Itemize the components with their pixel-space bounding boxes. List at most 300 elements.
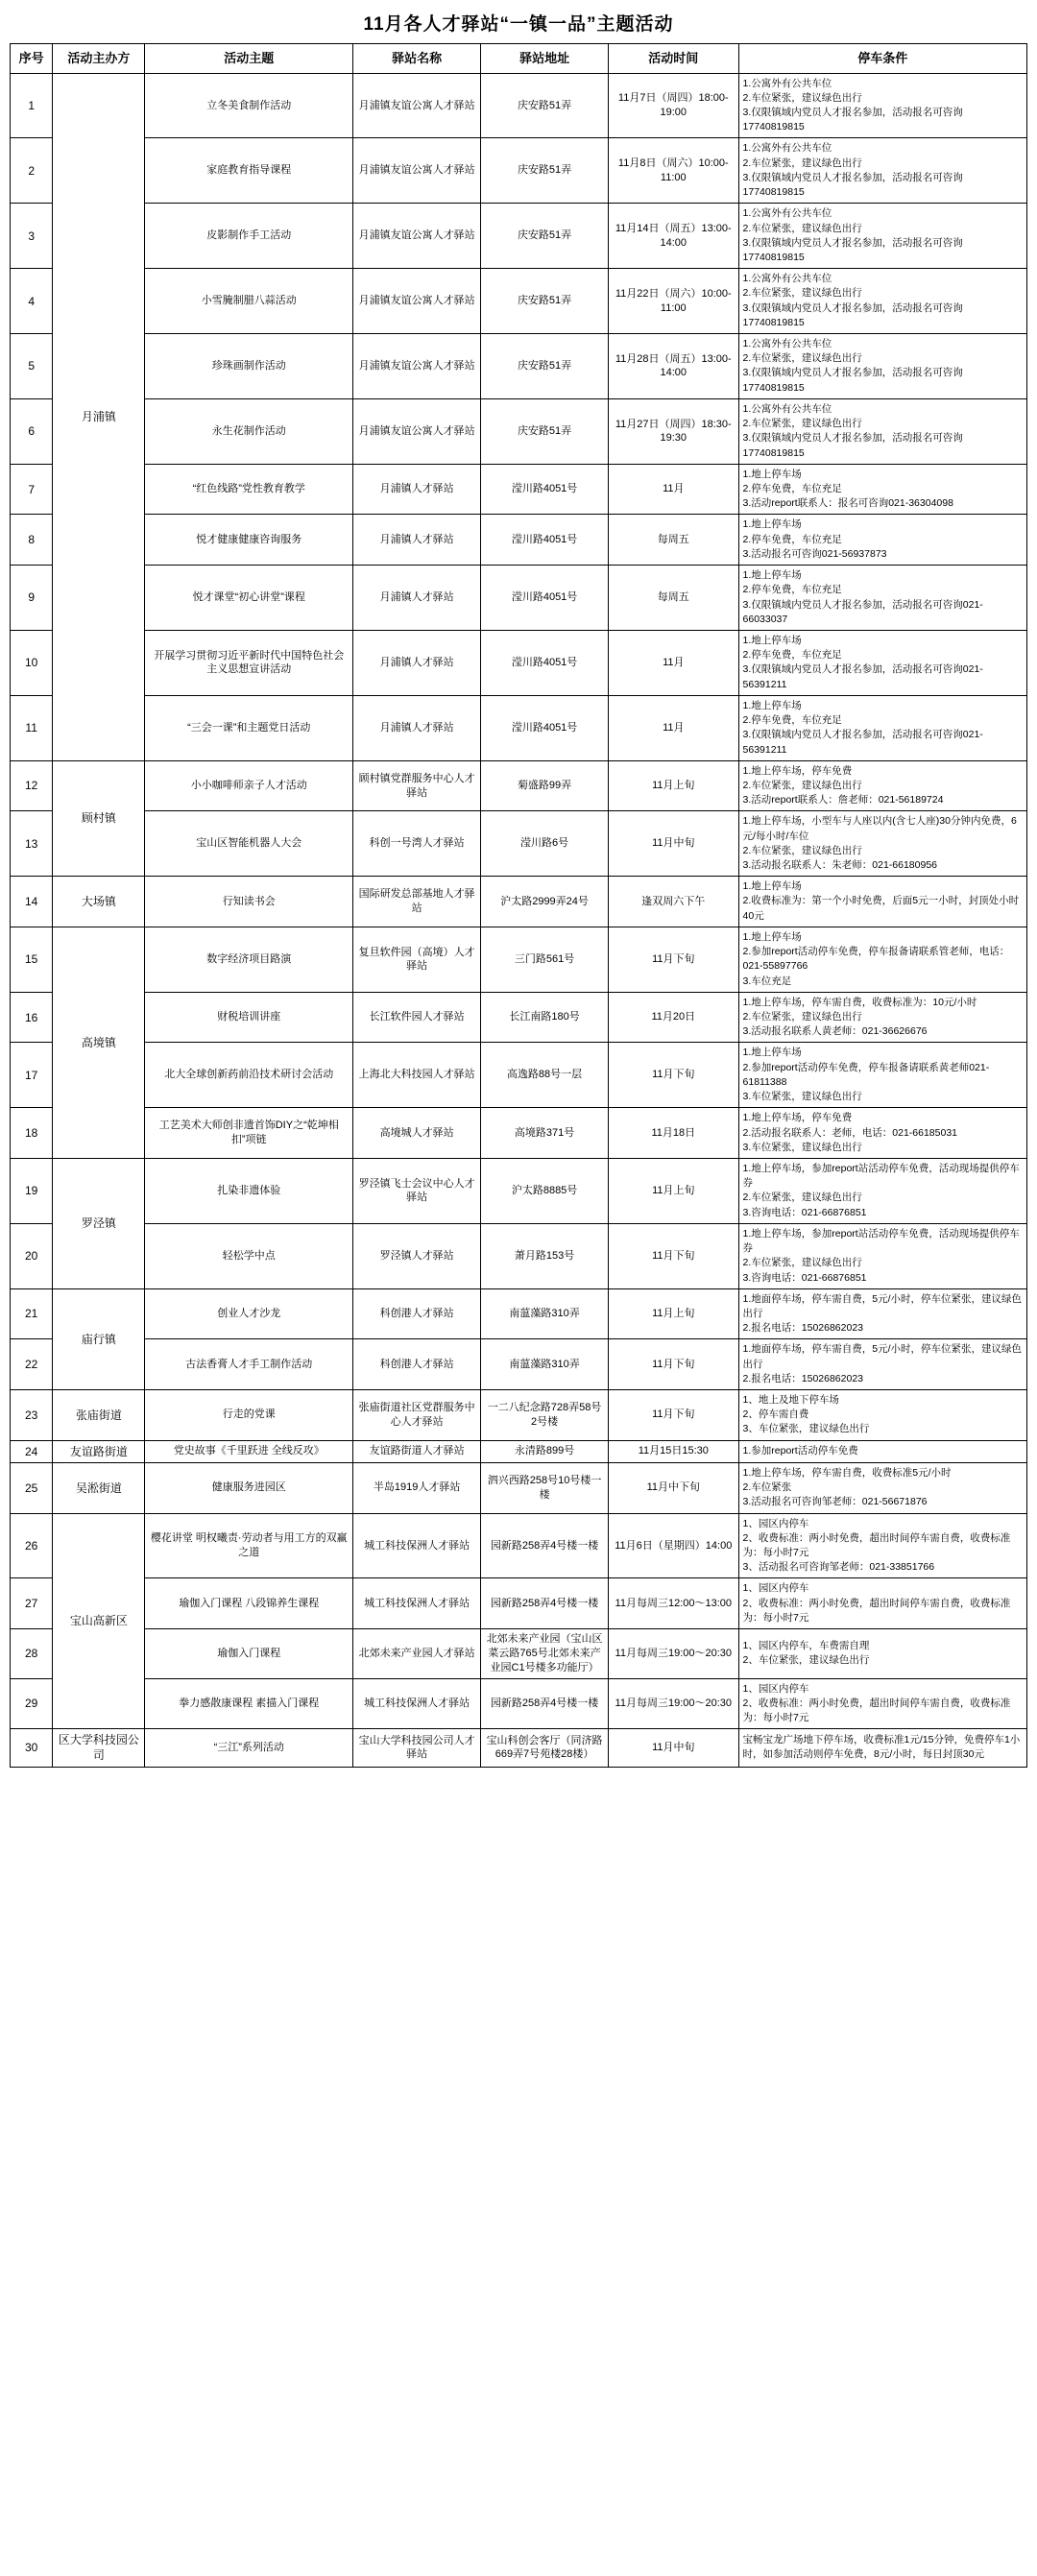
parking-line: 1、园区内停车 xyxy=(742,1517,809,1529)
cell-topic: “三江”系列活动 xyxy=(145,1729,353,1767)
parking-line: 2.车位紧张，建议绿色出行 xyxy=(742,287,862,300)
cell-time: 11月中旬 xyxy=(609,811,738,877)
parking-line: 3.咨询电话：021-66876851 xyxy=(742,1271,867,1284)
parking-line: 3.活动报名联系人黄老师：021-36626676 xyxy=(742,1025,928,1038)
table-header xyxy=(11,44,1027,74)
cell-topic: 行走的党课 xyxy=(145,1390,353,1441)
cell-station-name: 友谊路街道人才驿站 xyxy=(353,1440,481,1462)
cell-station-name: 月浦镇人才驿站 xyxy=(353,695,481,760)
cell-station-name: 长江软件园人才驿站 xyxy=(353,992,481,1043)
cell-topic: 开展学习贯彻习近平新时代中国特色社会主义思想宣讲活动 xyxy=(145,630,353,695)
cell-index: 9 xyxy=(11,566,53,631)
cell-parking xyxy=(738,204,1026,269)
parking-line: 2.车位紧张，建议绿色出行 xyxy=(742,844,862,856)
cell-time: 11月每周三19:00～20:30 xyxy=(609,1629,738,1679)
cell-topic: 轻松学中点 xyxy=(145,1223,353,1288)
parking-line: 1.参加report活动停车免费 xyxy=(742,1445,858,1457)
table-row xyxy=(11,566,1027,631)
parking-line: 2.车位紧张，建议绿色出行 xyxy=(742,1011,862,1023)
cell-parking xyxy=(738,695,1026,760)
parking-line: 1.地上停车场 xyxy=(742,930,802,943)
cell-parking xyxy=(738,269,1026,334)
table-row xyxy=(11,269,1027,334)
cell-topic: 创业人才沙龙 xyxy=(145,1288,353,1339)
parking-line: 2.车位紧张，建议绿色出行 xyxy=(742,418,862,430)
parking-line: 3.活动报名可咨询邹老师：021-56671876 xyxy=(742,1496,928,1508)
cell-topic: 行知读书会 xyxy=(145,877,353,927)
cell-station-address: 永清路899号 xyxy=(481,1440,609,1462)
cell-station-name: 月浦镇友谊公寓人才驿站 xyxy=(353,269,481,334)
cell-time: 11月 xyxy=(609,630,738,695)
parking-line: 2、收费标准：两小时免费，超出时间停车需自费，收费标准为：每小时7元 xyxy=(742,1597,1011,1624)
parking-line: 3.仅限镇域内党员人才报名参加，活动报名可咨询17740819815 xyxy=(742,171,963,199)
parking-line: 1、园区内停车 xyxy=(742,1582,809,1595)
parking-line: 宝畅宝龙广场地下停车场，收费标准1元/15分钟，免费停车1小时，如参加活动则停车免费，8元/小时，每日封顶30元 xyxy=(742,1734,1021,1761)
cell-parking xyxy=(738,1390,1026,1441)
cell-station-address: 长江南路180号 xyxy=(481,992,609,1043)
cell-index: 5 xyxy=(11,334,53,399)
col-station-address: 驿站地址 xyxy=(481,44,609,74)
table-row xyxy=(11,811,1027,877)
parking-line: 3.车位充足 xyxy=(742,975,792,987)
col-time: 活动时间 xyxy=(609,44,738,74)
cell-station-address: 滢川路6号 xyxy=(481,811,609,877)
parking-line: 2、收费标准：两小时免费，超出时间停车需自费，收费标准为：每小时7元 xyxy=(742,1531,1011,1558)
cell-parking xyxy=(738,760,1026,811)
parking-line: 1.地上停车场 xyxy=(742,569,802,582)
cell-organizer: 区大学科技园公司 xyxy=(53,1729,145,1767)
cell-station-address: 南蕰藻路310弄 xyxy=(481,1339,609,1390)
table-row xyxy=(11,73,1027,138)
parking-line: 2.报名电话：15026862023 xyxy=(742,1372,864,1384)
parking-line: 1.地上停车场，停车免费 xyxy=(742,1112,853,1124)
parking-line: 3.仅限镇域内党员人才报名参加，活动报名可咨询021-56391211 xyxy=(742,729,983,756)
cell-index: 27 xyxy=(11,1578,53,1629)
cell-index: 14 xyxy=(11,877,53,927)
table-header-row xyxy=(11,44,1027,74)
table-row xyxy=(11,464,1027,515)
cell-station-address: 滢川路4051号 xyxy=(481,515,609,566)
parking-line: 2.参加report活动停车免费，停车报备请联系管老师，电话：021-55897766 xyxy=(742,946,1010,973)
table-row xyxy=(11,1108,1027,1159)
cell-index: 1 xyxy=(11,73,53,138)
cell-station-name: 北郊未来产业园人才驿站 xyxy=(353,1629,481,1679)
cell-topic: 宝山区智能机器人大会 xyxy=(145,811,353,877)
cell-topic: 悦才课堂“初心讲堂”课程 xyxy=(145,566,353,631)
cell-time: 11月下旬 xyxy=(609,1043,738,1108)
parking-line: 3.咨询电话：021-66876851 xyxy=(742,1206,867,1218)
parking-line: 1.地上停车场 xyxy=(742,880,802,893)
parking-line: 1.公寓外有公共车位 xyxy=(742,207,832,220)
cell-station-name: 月浦镇友谊公寓人才驿站 xyxy=(353,398,481,464)
cell-parking xyxy=(738,992,1026,1043)
parking-line: 2.报名电话：15026862023 xyxy=(742,1322,864,1335)
parking-line: 2.收费标准为：第一个小时免费，后面5元一小时，封顶处小时40元 xyxy=(742,895,1020,922)
table-row xyxy=(11,1288,1027,1339)
parking-line: 2.车位紧张，建议绿色出行 xyxy=(742,779,862,791)
parking-line: 2.车位紧张，建议绿色出行 xyxy=(742,91,862,104)
page-title: 11月各人才驿站“一镇一品”主题活动 xyxy=(363,14,674,35)
cell-station-address: 滢川路4051号 xyxy=(481,566,609,631)
parking-line: 3.仅限镇域内党员人才报名参加，活动报名可咨询17740819815 xyxy=(742,301,963,328)
parking-line: 2.车位紧张，建议绿色出行 xyxy=(742,222,862,234)
parking-line: 1.公寓外有公共车位 xyxy=(742,338,832,350)
cell-station-address: 北郊未来产业园（宝山区菜云路765号北郊未来产业园C1号楼多功能厅） xyxy=(481,1629,609,1679)
cell-time: 11月下旬 xyxy=(609,1390,738,1441)
parking-line: 1、园区内停车 xyxy=(742,1682,809,1695)
parking-line: 2.车位紧张，建议绿色出行 xyxy=(742,352,862,365)
cell-parking xyxy=(738,73,1026,138)
cell-index: 25 xyxy=(11,1462,53,1513)
cell-topic: “红色线路”党性教育教学 xyxy=(145,464,353,515)
table-row xyxy=(11,1513,1027,1578)
cell-time: 11月6日（星期四）14:00 xyxy=(609,1513,738,1578)
cell-index: 24 xyxy=(11,1440,53,1462)
parking-line: 1.地上停车场 xyxy=(742,518,802,531)
cell-topic: 小小咖啡师亲子人才活动 xyxy=(145,760,353,811)
col-organizer: 活动主办方 xyxy=(53,44,145,74)
cell-index: 21 xyxy=(11,1288,53,1339)
table-row xyxy=(11,877,1027,927)
parking-line: 2.停车免费，车位充足 xyxy=(742,714,842,727)
parking-line: 1.地上停车场 xyxy=(742,1047,802,1059)
parking-line: 1.地上停车场，停车需自费，收费标准5元/小时 xyxy=(742,1466,952,1479)
cell-index: 3 xyxy=(11,204,53,269)
parking-line: 1.地上停车场，参加report站活动停车免费，活动现场提供停车券 xyxy=(742,1162,1020,1190)
cell-index: 13 xyxy=(11,811,53,877)
cell-station-address: 滢川路4051号 xyxy=(481,630,609,695)
cell-time: 11月14日（周五）13:00-14:00 xyxy=(609,204,738,269)
cell-topic: 财税培训讲座 xyxy=(145,992,353,1043)
cell-organizer: 罗泾镇 xyxy=(53,1158,145,1288)
cell-parking xyxy=(738,1108,1026,1159)
cell-station-name: 半岛1919人才驿站 xyxy=(353,1462,481,1513)
cell-station-address: 滢川路4051号 xyxy=(481,695,609,760)
cell-topic: 悦才健康健康咨询服务 xyxy=(145,515,353,566)
cell-index: 4 xyxy=(11,269,53,334)
cell-index: 2 xyxy=(11,138,53,204)
parking-line: 3.仅限镇域内党员人才报名参加，活动报名可咨询17740819815 xyxy=(742,432,963,459)
cell-time: 11月20日 xyxy=(609,992,738,1043)
parking-line: 1、园区内停车，车费需自理 xyxy=(742,1640,870,1652)
cell-topic: 古法香膏人才手工制作活动 xyxy=(145,1339,353,1390)
table-row xyxy=(11,138,1027,204)
cell-organizer: 月浦镇 xyxy=(53,73,145,760)
cell-station-name: 高境城人才驿站 xyxy=(353,1108,481,1159)
parking-line: 2.车位紧张，建议绿色出行 xyxy=(742,156,862,169)
cell-parking xyxy=(738,464,1026,515)
cell-station-name: 月浦镇友谊公寓人才驿站 xyxy=(353,73,481,138)
cell-station-name: 月浦镇友谊公寓人才驿站 xyxy=(353,138,481,204)
cell-topic: 扎染非遗体验 xyxy=(145,1158,353,1223)
table-body xyxy=(11,73,1027,1767)
cell-index: 23 xyxy=(11,1390,53,1441)
cell-station-name: 张庙街道社区党群服务中心人才驿站 xyxy=(353,1390,481,1441)
cell-time: 11月18日 xyxy=(609,1108,738,1159)
cell-topic: 瑜伽入门课程 八段锦养生课程 xyxy=(145,1578,353,1629)
parking-line: 2.车位紧张，建议绿色出行 xyxy=(742,1192,862,1204)
cell-station-address: 庆安路51弄 xyxy=(481,269,609,334)
cell-index: 17 xyxy=(11,1043,53,1108)
cell-parking xyxy=(738,1158,1026,1223)
cell-parking xyxy=(738,1339,1026,1390)
cell-parking xyxy=(738,566,1026,631)
cell-index: 18 xyxy=(11,1108,53,1159)
cell-time: 11月每周三12:00～13:00 xyxy=(609,1578,738,1629)
cell-station-name: 国际研发总部基地人才驿站 xyxy=(353,877,481,927)
cell-parking xyxy=(738,515,1026,566)
cell-topic: 健康服务进园区 xyxy=(145,1462,353,1513)
cell-station-name: 上海北大科技园人才驿站 xyxy=(353,1043,481,1108)
cell-organizer: 高境镇 xyxy=(53,927,145,1158)
table-row xyxy=(11,927,1027,992)
table-row xyxy=(11,1678,1027,1729)
cell-time: 11月下旬 xyxy=(609,1223,738,1288)
parking-line: 1.公寓外有公共车位 xyxy=(742,273,832,285)
cell-station-name: 复旦软件园（高境）人才驿站 xyxy=(353,927,481,992)
cell-parking xyxy=(738,1513,1026,1578)
cell-organizer: 吴淞街道 xyxy=(53,1462,145,1513)
cell-parking xyxy=(738,1729,1026,1767)
cell-index: 11 xyxy=(11,695,53,760)
cell-topic: 樱花讲堂 明权曦责·劳动者与用工方的双赢之道 xyxy=(145,1513,353,1578)
parking-line: 1.公寓外有公共车位 xyxy=(742,402,832,415)
cell-station-name: 月浦镇友谊公寓人才驿站 xyxy=(353,334,481,399)
cell-time: 每周五 xyxy=(609,515,738,566)
cell-index: 30 xyxy=(11,1729,53,1767)
cell-station-address: 庆安路51弄 xyxy=(481,73,609,138)
parking-line: 2.车位紧张，建议绿色出行 xyxy=(742,1257,862,1269)
parking-line: 1.地上停车场，参加report站活动停车免费，活动现场提供停车券 xyxy=(742,1227,1020,1255)
cell-index: 10 xyxy=(11,630,53,695)
cell-parking xyxy=(738,1678,1026,1729)
cell-topic: 工艺美术大师创非遗首饰DIY之“乾坤相扣”项链 xyxy=(145,1108,353,1159)
cell-topic: 皮影制作手工活动 xyxy=(145,204,353,269)
cell-time: 11月28日（周五）13:00-14:00 xyxy=(609,334,738,399)
parking-line: 3.仅限镇域内党员人才报名参加，活动报名可咨询17740819815 xyxy=(742,367,963,394)
cell-topic: “三会一课”和主题党日活动 xyxy=(145,695,353,760)
table-row xyxy=(11,760,1027,811)
parking-line: 3.仅限镇域内党员人才报名参加，活动报名可咨询17740819815 xyxy=(742,106,963,133)
cell-index: 16 xyxy=(11,992,53,1043)
table-row xyxy=(11,1578,1027,1629)
cell-time: 11月下旬 xyxy=(609,1339,738,1390)
parking-line: 2.参加report活动停车免费，停车报备请联系黄老师021-61811388 xyxy=(742,1061,990,1088)
cell-parking xyxy=(738,811,1026,877)
activities-table xyxy=(10,43,1027,1768)
cell-parking xyxy=(738,877,1026,927)
cell-index: 20 xyxy=(11,1223,53,1288)
table-row xyxy=(11,515,1027,566)
cell-station-name: 宝山大学科技园公司人才驿站 xyxy=(353,1729,481,1767)
cell-parking xyxy=(738,1629,1026,1679)
parking-line: 3、活动报名可咨询邹老师：021-33851766 xyxy=(742,1561,935,1574)
cell-topic: 党史故事《千里跃进 全线反攻》 xyxy=(145,1440,353,1462)
table-row xyxy=(11,398,1027,464)
cell-parking xyxy=(738,1440,1026,1462)
cell-time: 11月上旬 xyxy=(609,1288,738,1339)
parking-line: 3.仅限镇域内党员人才报名参加，活动报名可咨询021-66033037 xyxy=(742,598,983,625)
cell-time: 11月22日（周六）10:00-11:00 xyxy=(609,269,738,334)
cell-station-address: 宝山科创会客厅（同济路669弄7号苑楼28楼） xyxy=(481,1729,609,1767)
parking-line: 1.公寓外有公共车位 xyxy=(742,77,832,89)
parking-line: 2、停车需自费 xyxy=(742,1408,809,1421)
parking-line: 1.公寓外有公共车位 xyxy=(742,142,832,155)
cell-station-name: 月浦镇人才驿站 xyxy=(353,630,481,695)
cell-index: 22 xyxy=(11,1339,53,1390)
cell-topic: 立冬美食制作活动 xyxy=(145,73,353,138)
document-page xyxy=(0,10,1037,2576)
cell-station-name: 月浦镇人才驿站 xyxy=(353,515,481,566)
cell-station-address: 庆安路51弄 xyxy=(481,334,609,399)
col-station-name: 驿站名称 xyxy=(353,44,481,74)
parking-line: 1.地上停车场 xyxy=(742,699,802,711)
cell-topic: 小雪腌制腊八蒜活动 xyxy=(145,269,353,334)
parking-line: 3.仅限镇域内党员人才报名参加，活动报名可咨询17740819815 xyxy=(742,236,963,263)
cell-topic: 北大全球创新药前沿技术研讨会活动 xyxy=(145,1043,353,1108)
cell-organizer: 张庙街道 xyxy=(53,1390,145,1441)
parking-line: 2.停车免费，车位充足 xyxy=(742,483,842,495)
cell-station-name: 月浦镇人才驿站 xyxy=(353,464,481,515)
cell-station-name: 科创港人才驿站 xyxy=(353,1339,481,1390)
cell-organizer: 顾村镇 xyxy=(53,760,145,877)
cell-parking xyxy=(738,334,1026,399)
cell-topic: 家庭教育指导课程 xyxy=(145,138,353,204)
parking-line: 2.车位紧张 xyxy=(742,1481,792,1494)
parking-line: 1.地面停车场，停车需自费，5元/小时，停车位紧张，建议绿色出行 xyxy=(742,1292,1023,1319)
table-row xyxy=(11,1440,1027,1462)
parking-line: 1.地上停车场，停车需自费，收费标准为：10元/小时 xyxy=(742,996,977,1008)
cell-station-address: 南蕰藻路310弄 xyxy=(481,1288,609,1339)
parking-line: 3.活动报名可咨询021-56937873 xyxy=(742,547,887,560)
cell-station-address: 滢川路4051号 xyxy=(481,464,609,515)
cell-parking xyxy=(738,630,1026,695)
cell-time: 11月下旬 xyxy=(609,927,738,992)
cell-topic: 数字经济项目路演 xyxy=(145,927,353,992)
cell-index: 19 xyxy=(11,1158,53,1223)
cell-parking xyxy=(738,1578,1026,1629)
cell-time: 11月15日15:30 xyxy=(609,1440,738,1462)
cell-parking xyxy=(738,1043,1026,1108)
cell-station-address: 庆安路51弄 xyxy=(481,398,609,464)
cell-organizer: 宝山高新区 xyxy=(53,1513,145,1729)
cell-station-address: 一二八纪念路728弄58号2号楼 xyxy=(481,1390,609,1441)
cell-station-address: 沪太路2999弄24号 xyxy=(481,877,609,927)
table-row xyxy=(11,1223,1027,1288)
cell-time: 11月中下旬 xyxy=(609,1462,738,1513)
table-row xyxy=(11,1043,1027,1108)
table-row xyxy=(11,1390,1027,1441)
cell-topic: 瑜伽入门课程 xyxy=(145,1629,353,1679)
parking-line: 2.停车免费，车位充足 xyxy=(742,649,842,662)
cell-organizer: 友谊路街道 xyxy=(53,1440,145,1462)
cell-index: 8 xyxy=(11,515,53,566)
cell-organizer: 庙行镇 xyxy=(53,1288,145,1389)
parking-line: 2.停车免费，车位充足 xyxy=(742,533,842,545)
cell-station-address: 园新路258弄4号楼一楼 xyxy=(481,1578,609,1629)
cell-index: 6 xyxy=(11,398,53,464)
parking-line: 1.地上停车场，停车免费 xyxy=(742,764,853,777)
cell-time: 11月上旬 xyxy=(609,760,738,811)
cell-station-address: 萧月路153号 xyxy=(481,1223,609,1288)
cell-station-name: 罗泾镇飞士会议中心人才驿站 xyxy=(353,1158,481,1223)
cell-time: 11月 xyxy=(609,695,738,760)
parking-line: 3.活动report联系人：詹老师：021-56189724 xyxy=(742,794,944,807)
table-row xyxy=(11,204,1027,269)
parking-line: 3.仅限镇域内党员人才报名参加，活动报名可咨询021-56391211 xyxy=(742,663,983,690)
parking-line: 2、收费标准：两小时免费，超出时间停车需自费，收费标准为：每小时7元 xyxy=(742,1697,1011,1724)
cell-index: 15 xyxy=(11,927,53,992)
table-row xyxy=(11,334,1027,399)
cell-station-name: 顾村镇党群服务中心人才驿站 xyxy=(353,760,481,811)
cell-station-name: 城工科技保洲人才驿站 xyxy=(353,1678,481,1729)
table-row xyxy=(11,1158,1027,1223)
cell-station-address: 园新路258弄4号楼一楼 xyxy=(481,1513,609,1578)
cell-station-address: 菊盛路99弄 xyxy=(481,760,609,811)
cell-parking xyxy=(738,1288,1026,1339)
cell-station-name: 罗泾镇人才驿站 xyxy=(353,1223,481,1288)
table-row xyxy=(11,1629,1027,1679)
table-row xyxy=(11,695,1027,760)
cell-time: 11月27日（周四）18:30-19:30 xyxy=(609,398,738,464)
cell-index: 26 xyxy=(11,1513,53,1578)
cell-index: 7 xyxy=(11,464,53,515)
parking-line: 1.地面停车场，停车需自费，5元/小时，停车位紧张，建议绿色出行 xyxy=(742,1343,1023,1370)
cell-time: 11月中旬 xyxy=(609,1729,738,1767)
cell-station-name: 月浦镇友谊公寓人才驿站 xyxy=(353,204,481,269)
cell-topic: 拳力感散康课程 素描入门课程 xyxy=(145,1678,353,1729)
cell-station-name: 月浦镇人才驿站 xyxy=(353,566,481,631)
table-row xyxy=(11,1462,1027,1513)
col-parking: 停车条件 xyxy=(738,44,1026,74)
cell-station-name: 城工科技保洲人才驿站 xyxy=(353,1513,481,1578)
parking-line: 2、车位紧张，建议绿色出行 xyxy=(742,1654,870,1667)
cell-time: 11月 xyxy=(609,464,738,515)
cell-time: 11月每周三19:00～20:30 xyxy=(609,1678,738,1729)
cell-index: 28 xyxy=(11,1629,53,1679)
cell-parking xyxy=(738,927,1026,992)
cell-index: 12 xyxy=(11,760,53,811)
cell-station-address: 高境路371号 xyxy=(481,1108,609,1159)
cell-station-address: 泗兴西路258号10号楼一楼 xyxy=(481,1462,609,1513)
parking-line: 1、地上及地下停车场 xyxy=(742,1394,839,1407)
cell-time: 每周五 xyxy=(609,566,738,631)
cell-index: 29 xyxy=(11,1678,53,1729)
parking-line: 3.车位紧张，建议绿色出行 xyxy=(742,1141,862,1153)
cell-station-address: 园新路258弄4号楼一楼 xyxy=(481,1678,609,1729)
cell-station-name: 科创港人才驿站 xyxy=(353,1288,481,1339)
cell-parking xyxy=(738,138,1026,204)
col-topic: 活动主题 xyxy=(145,44,353,74)
cell-organizer: 大场镇 xyxy=(53,877,145,927)
parking-line: 3.活动报名联系人：朱老师：021-66180956 xyxy=(742,859,938,872)
cell-parking xyxy=(738,398,1026,464)
parking-line: 3.活动report联系人：报名可咨询021-36304098 xyxy=(742,497,953,510)
cell-station-name: 科创一号湾人才驿站 xyxy=(353,811,481,877)
parking-line: 3、车位紧张，建议绿色出行 xyxy=(742,1423,870,1435)
parking-line: 2.活动报名联系人：老师，电话：021-66185031 xyxy=(742,1126,958,1139)
table-row xyxy=(11,992,1027,1043)
cell-station-address: 庆安路51弄 xyxy=(481,204,609,269)
parking-line: 1.地上停车场 xyxy=(742,468,802,480)
table-row xyxy=(11,630,1027,695)
cell-time: 11月上旬 xyxy=(609,1158,738,1223)
col-index: 序号 xyxy=(11,44,53,74)
parking-line: 1.地上停车场，小型车与人座以内(含七人座)30分钟内免费，6元/每小时/车位 xyxy=(742,815,1017,842)
cell-station-address: 沪太路8885号 xyxy=(481,1158,609,1223)
cell-station-name: 城工科技保洲人才驿站 xyxy=(353,1578,481,1629)
cell-time: 逢双周六下午 xyxy=(609,877,738,927)
